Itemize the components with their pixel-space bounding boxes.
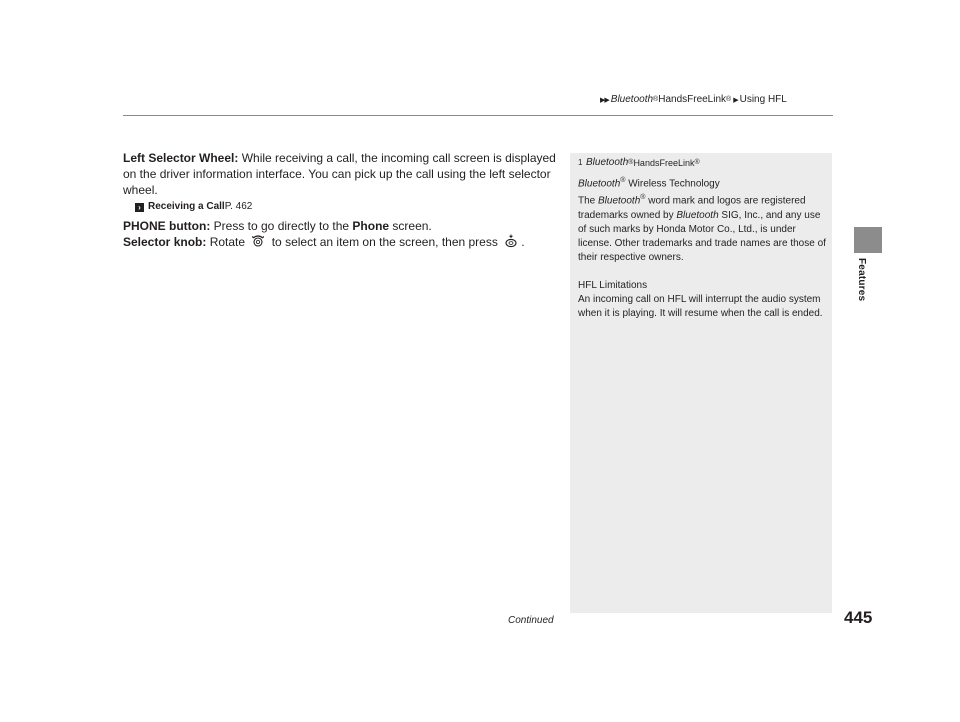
breadcrumb-arrow-icon: ▶▶ [600, 96, 609, 104]
breadcrumb-bluetooth: Bluetooth [610, 94, 654, 105]
left-selector-text: While receiving a call, the incoming call screen is displayed on the driver information interface. You can pick up the call using the left selector wheel. [123, 151, 556, 197]
xref-title: Receiving a Call [148, 201, 225, 212]
page-number: 445 [844, 608, 873, 627]
paragraph-selector-knob: Selector knob: Rotate to select an item on the screen, then press . [123, 235, 525, 249]
breadcrumb-current: Using HFL [739, 94, 787, 105]
continued-label: Continued [508, 615, 554, 626]
sidebar-limitations-text: An incoming call on HFL will interrupt the audio system when it is playing. It will resume when the call is ended. [578, 293, 823, 319]
main-content [123, 150, 563, 250]
phone-screen-name: Phone [352, 219, 390, 233]
paragraph-left-selector [123, 150, 563, 198]
sidebar-body [578, 174, 828, 321]
note-number: 1 [578, 158, 583, 167]
header-divider [123, 115, 833, 116]
section-tab-marker [854, 227, 882, 253]
sidebar-trademark-text: The Bluetooth® word mark and logos are registered trademarks owned by Bluetooth SIG, Inc., and any use of such marks by Honda Motor Co., Ltd., is under license. Other trademarks and trade names are those of their respective owners. [578, 194, 826, 263]
reference-arrow-icon: › [135, 203, 144, 212]
sidebar-heading: 1 Bluetooth ® HandsFreeLink ® [578, 157, 700, 168]
sidebar-tech-title: Bluetooth® Wireless Technology [578, 177, 720, 190]
selector-knob-label: Selector knob: [123, 235, 207, 249]
paragraph-phone-button: PHONE button: Press to go directly to the Phone screen. [123, 219, 432, 233]
left-selector-label: Left Selector Wheel: [123, 151, 239, 165]
section-tab-label: Features [856, 258, 867, 302]
sidebar-limitations-title: HFL Limitations [578, 279, 648, 291]
sidebar-note [570, 153, 832, 613]
rotate-knob-icon [251, 234, 265, 248]
breadcrumb-arrow-icon: ▶ [733, 96, 738, 104]
breadcrumb-hfl: HandsFreeLink [658, 94, 727, 105]
press-knob-icon [504, 234, 518, 248]
cross-reference[interactable] [135, 199, 563, 215]
phone-button-label: PHONE button: [123, 219, 211, 233]
breadcrumb: ▶▶ Bluetooth ® HandsFreeLink ® ▶ Using HFL [600, 94, 787, 105]
xref-page: P. 462 [224, 201, 253, 212]
